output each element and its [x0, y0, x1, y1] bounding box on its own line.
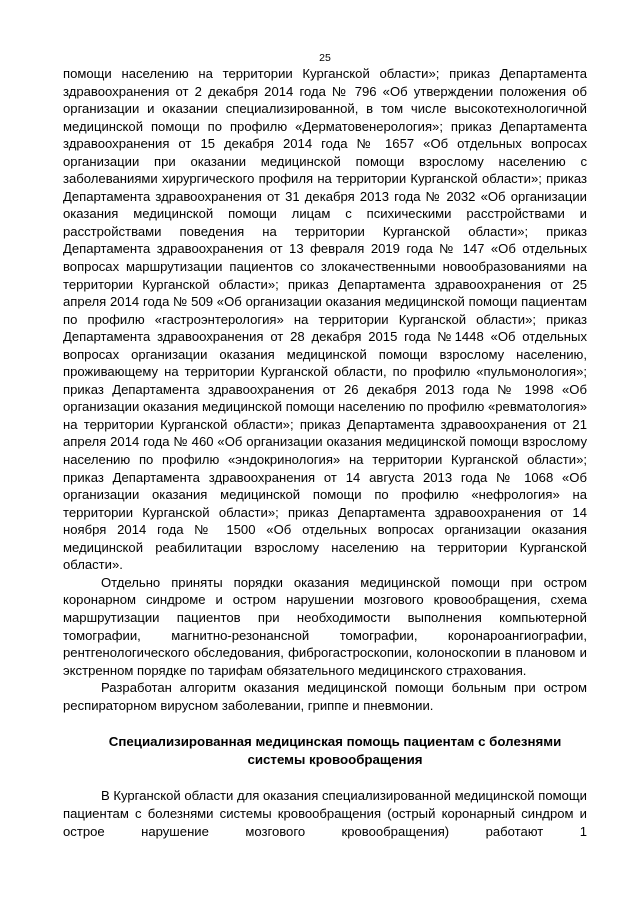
- paragraph-orders-list: помощи населению на территории Курганской области»; приказ Департамента здравоохранения от 2 декабря 2014 года № 796 «Об утверждении положения об организации и оказании специализированной, в том числе высокотехнологичной медицинской помощи по профилю «Дерматовенерология»; приказ Департамента здравоохранения от 15 декабря 2014 года № 1657 «Об отдельных вопросах организации при оказании медицинской помощи взрослому населению с заболеваниями хирургического профиля на территории Курганской области»; приказ Департамента здравоохранения от 31 декабря 2013 года № 2032 «Об организации оказания медицинской помощи лицам с психическими расстройствами и расстройствами поведения на территории Курганской области»; приказ Департамента здравоохранения от 13 февраля 2019 года № 147 «Об отдельных вопросах маршрутизации пациентов со злокачественными новообразованиями на территории Курганской области»; приказ Департамента здравоохранения от 25 апреля 2014 года № 509 «Об организации оказания медицинской помощи пациентам по профилю «гастроэнтерология» на территории Курганской области»; приказ Департамента здравоохранения от 28 декабря 2015 года №1448 «Об отдельных вопросах организации оказания медицинской помощи взрослому населению, проживающему на территории Курганской области, по профилю «пульмонология»; приказ Департамента здравоохранения от 26 декабря 2013 года № 1998 «Об организации оказания медицинской помощи населению по профилю «ревматология» на территории Курганской области»; приказ Департамента здравоохранения от 21 апреля 2014 года № 460 «Об организации оказания медицинской помощи взрослому населению по профилю «эндокринология» на территории Курганской области»; приказ Департамента здравоохранения от 14 августа 2013 года № 1068 «Об организации оказания медицинской помощи по профилю «нефрология» на территории Курганской области»; приказ Департамента здравоохранения от 14 ноября 2014 года № 1500 «Об отдельных вопросах организации оказания медицинской реабилитации взрослому населению на территории Курганской области».: [63, 66, 587, 573]
- page-number: 25: [319, 52, 331, 64]
- spacer: [63, 768, 587, 787]
- paragraph-procedures: Отдельно приняты порядки оказания медицинской помощи при остром коронарном синдроме и остром нарушении мозгового кровообращения, схема маршрутизации пациентов при необходимости выполнения компьютерной томографии, магнитно-резонансной томографии, коронароангиографии, рентгенологического обследования, фиброгастроскопии, колоноскопии в плановом и экстренном порядке по тарифам обязательного медицинского страхования.: [63, 574, 587, 678]
- document-page: [63, 52, 587, 840]
- paragraph-kurgan-region: В Курганской области для оказания специализированной медицинской помощи пациентам с болезнями системы кровообращения (острый коронарный синдром и острое нарушение мозгового кровообращения) работают 1: [63, 788, 587, 839]
- section-heading: Специализированная медицинская помощь пациентам с болезнями системы кровообращения: [108, 734, 562, 767]
- spacer: [63, 714, 587, 733]
- paragraph-algorithm: Разработан алгоритм оказания медицинской помощи больным при остром респираторном вирусном заболевании, гриппе и пневмонии.: [63, 680, 587, 713]
